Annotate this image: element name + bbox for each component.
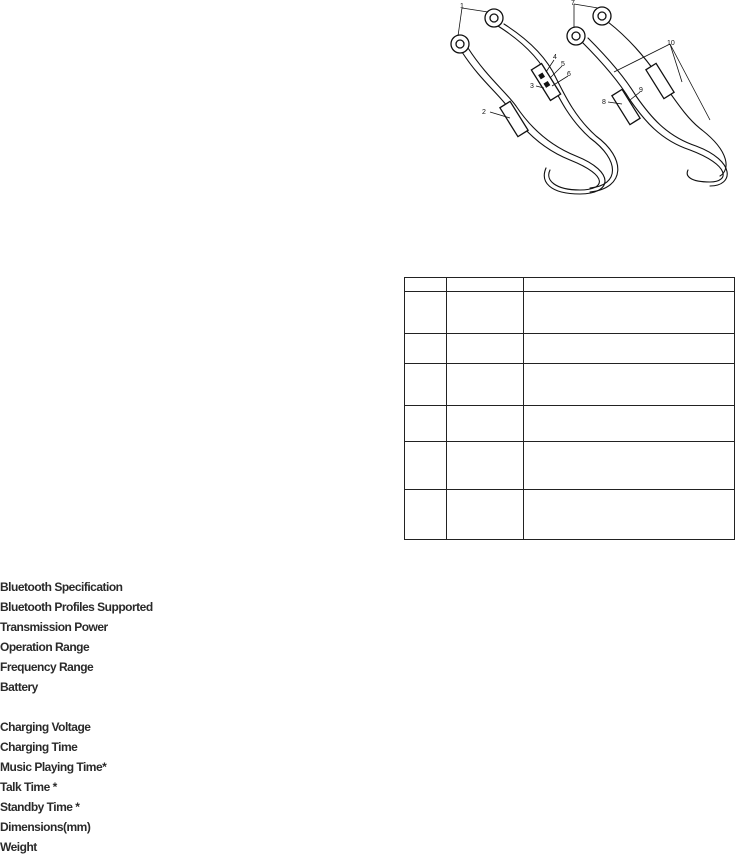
callout-7: 7 xyxy=(571,0,575,7)
table-cell xyxy=(524,334,735,364)
spec-music-playing-time: Music Playing Time* xyxy=(0,760,107,774)
spec-standby-time: Standby Time * xyxy=(0,800,80,814)
cable-left-a xyxy=(462,52,599,190)
callout-4: 4 xyxy=(553,54,557,61)
table-row xyxy=(405,364,735,406)
spec-weight: Weight xyxy=(0,840,37,854)
table-cell xyxy=(447,442,524,490)
battery-box-left xyxy=(500,101,528,136)
table-cell xyxy=(447,364,524,406)
table-cell xyxy=(447,406,524,442)
table-cell xyxy=(447,334,524,364)
spec-bluetooth-specification: Bluetooth Specification xyxy=(0,580,123,594)
battery-box-right xyxy=(612,89,640,124)
callout-8: 8 xyxy=(602,99,606,106)
table-row xyxy=(405,292,735,334)
table-cell xyxy=(405,334,447,364)
callout-10: 10 xyxy=(667,40,675,47)
table-cell xyxy=(447,278,524,292)
table-cell xyxy=(405,292,447,334)
table-cell xyxy=(447,490,524,540)
cable-right-a xyxy=(582,42,723,182)
callout-3: 3 xyxy=(530,83,534,90)
cable-left-b2 xyxy=(504,24,618,192)
battery-box-right-2 xyxy=(646,63,674,98)
table-cell xyxy=(524,278,735,292)
table-row xyxy=(405,442,735,490)
callout-1: 1 xyxy=(460,3,464,10)
table-cell xyxy=(524,406,735,442)
table-cell xyxy=(447,292,524,334)
callout-2: 2 xyxy=(482,109,486,116)
spec-charging-voltage: Charging Voltage xyxy=(0,720,91,734)
spec-charging-time: Charging Time xyxy=(0,740,78,754)
spec-battery: Battery xyxy=(0,680,38,694)
earphones-diagram xyxy=(430,0,736,205)
table-cell xyxy=(405,442,447,490)
table-row xyxy=(405,334,735,364)
table-cell xyxy=(524,490,735,540)
table-row xyxy=(405,278,735,292)
spec-talk-time: Talk Time * xyxy=(0,780,57,794)
table-cell xyxy=(405,278,447,292)
spec-operation-range: Operation Range xyxy=(0,640,90,654)
callout-6: 6 xyxy=(567,71,571,78)
parts-table xyxy=(404,277,735,540)
table-cell xyxy=(405,406,447,442)
cable-right-a2 xyxy=(588,38,727,186)
table-cell xyxy=(405,364,447,406)
callout-9: 9 xyxy=(639,87,643,94)
table-cell xyxy=(524,364,735,406)
table-cell xyxy=(524,442,735,490)
table-row xyxy=(405,490,735,540)
spec-frequency-range: Frequency Range xyxy=(0,660,94,674)
spec-bluetooth-profiles: Bluetooth Profiles Supported xyxy=(0,600,153,614)
spec-dimensions: Dimensions(mm) xyxy=(0,820,91,834)
spec-transmission-power: Transmission Power xyxy=(0,620,108,634)
table-cell xyxy=(524,292,735,334)
callout-5: 5 xyxy=(561,61,565,68)
table-cell xyxy=(405,490,447,540)
table-row xyxy=(405,406,735,442)
cable-left-b xyxy=(498,26,613,188)
